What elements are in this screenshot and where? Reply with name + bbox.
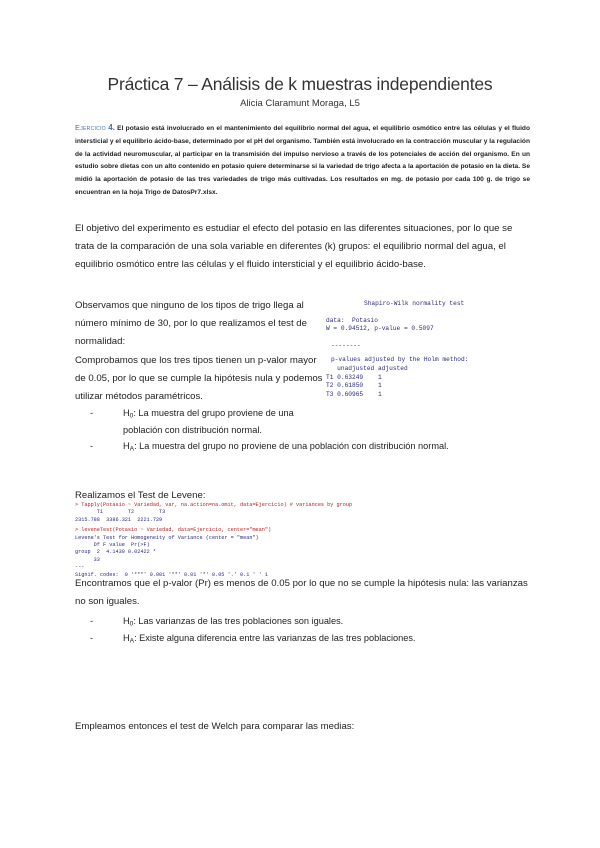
observation-paragraph: Observamos que ninguno de los tipos de trigo llega al número mínimo de 30, por lo que realizamos el test de normalidad: — [75, 300, 307, 347]
comparison-paragraph: Comprobamos que los tres tipos tienen un p-valor mayor de 0.05, por lo que se cumple la hipótesis nula y podemos utilizar métodos paramétricos. — [75, 355, 323, 402]
levene-group-row: group 2 4.1430 0.02422 * — [75, 549, 156, 556]
exercise-number: 4. — [108, 123, 115, 132]
levene-variance-header: T1 T2 T3 — [75, 509, 166, 516]
ha-subscript: A — [129, 445, 135, 453]
shapiro-row: T2 0.61850 1 — [326, 382, 382, 390]
h0-text: : La muestra del grupo proviene de una — [133, 408, 294, 418]
levene-header: Df F value Pr(>F) — [75, 542, 150, 549]
ha-text: : La muestra del grupo no proviene de una población con distribución normal. — [134, 441, 449, 451]
levene-title: Levene's Test for Homogeneity of Variance (center = "mean") — [75, 534, 259, 541]
exercise-statement — [75, 122, 530, 200]
bullet-dash: - — [90, 616, 94, 626]
bullet-dash: - — [90, 633, 94, 643]
bullet-dash: - — [90, 408, 94, 418]
shapiro-separator: -------- — [331, 341, 361, 349]
h0-subscript: 0 — [129, 620, 134, 628]
shapiro-row: T1 0.63249 1 — [326, 373, 382, 381]
ha-label: H — [123, 441, 130, 451]
shapiro-data-line: data: Potasio — [326, 316, 378, 324]
shapiro-title: Shapiro-Wilk normality test — [364, 300, 465, 307]
levene-command-1: > Tapply(Potasio ~ Variedad, var, na.action=na.omit, data=Ejercicio) # variances by group — [75, 502, 353, 508]
h0-label: H — [123, 616, 130, 626]
exercise-label: Ejercicio — [75, 123, 106, 132]
ha-label: H — [123, 633, 130, 643]
variance-ha — [90, 630, 540, 647]
levene-output — [75, 502, 405, 578]
objective-paragraph: El objetivo del experimento es estudiar el efecto del potasio en las diferentes situaciones, por lo que se trata de la comparación de una sola variable en diferentes (k) grupos: el equilibrio normal del agua, el equilibrio osmótico entre las células y el fluido intersticial y el equilibrio ácido-base. — [75, 223, 513, 270]
welch-paragraph: Empleamos entonces el test de Welch para comparar las medias: — [75, 721, 355, 732]
levene-residual-row: 33 — [75, 556, 100, 563]
h0-label: H — [123, 408, 130, 418]
levene-command-2: > leveneTest(Potasio ~ Variedad, data=Ejercicio, center="mean") — [75, 527, 272, 534]
author-line: Alicia Claramunt Moraga, L5 — [240, 98, 360, 109]
levene-variance-values: 2315.788 3386.321 2221.729 — [75, 516, 163, 523]
levene-signif-codes: Signif. codes: 0 '***' 0.001 '**' 0.01 '*' 0.05 '.' 0.1 ' ' 1 — [75, 571, 269, 578]
normality-ha — [90, 438, 570, 455]
levene-separator: --- — [75, 564, 85, 571]
variance-h0 — [90, 613, 540, 630]
exercise-text: El potasio está involucrado en el mantenimiento del equilibrio normal del agua, el equilibrio osmótico entre las células y el fluido intersticial y el equilibrio ácido-base, determinado por el pH del organismo. También está involucrado en la contracción muscular y la regulación de la actividad neuromuscular, al participar en la transmisión del impulso nervioso a través de los potenciales de acción del organismo. En un estudio sobre dietas con un alto contenido en potasio quiere determinarse si la variedad de trigo afecta a la aportación de potasio en la dieta. Se midió la aportación de potasio de las tres variedades de trigo más cultivadas. Los resultados en mg. de potasio por cada 100 g. de trigo se encuentran en la hoja Trigo de DatosPr7.xlsx. — [75, 125, 530, 196]
page-title: Práctica 7 – Análisis de k muestras independientes — [107, 74, 493, 94]
shapiro-row: T3 0.60965 1 — [326, 390, 382, 398]
bullet-dash: - — [90, 441, 94, 451]
shapiro-adjust-line: p-values adjusted by the Holm method: — [331, 356, 469, 364]
found-paragraph: Encontramos que el p-valor (Pr) es menos de 0.05 por lo que no se cumple la hipótesis nula: las varianzas no son iguales. — [75, 578, 528, 607]
ha-text: : Existe alguna diferencia entre las varianzas de las tres poblaciones. — [134, 633, 416, 643]
h0-text: : Las varianzas de las tres poblaciones son iguales. — [133, 616, 344, 626]
shapiro-header-row: unadjusted adjusted — [326, 364, 408, 372]
normality-h0 — [90, 405, 350, 439]
h0-text-continued: población con distribución normal. — [123, 425, 262, 435]
ha-subscript: A — [129, 637, 135, 645]
shapiro-w-line: W = 0.94512, p-value = 0.5097 — [326, 325, 434, 333]
levene-label: Realizamos el Test de Levene: — [75, 490, 206, 501]
shapiro-wilk-output — [326, 300, 526, 410]
h0-subscript: 0 — [129, 412, 134, 420]
